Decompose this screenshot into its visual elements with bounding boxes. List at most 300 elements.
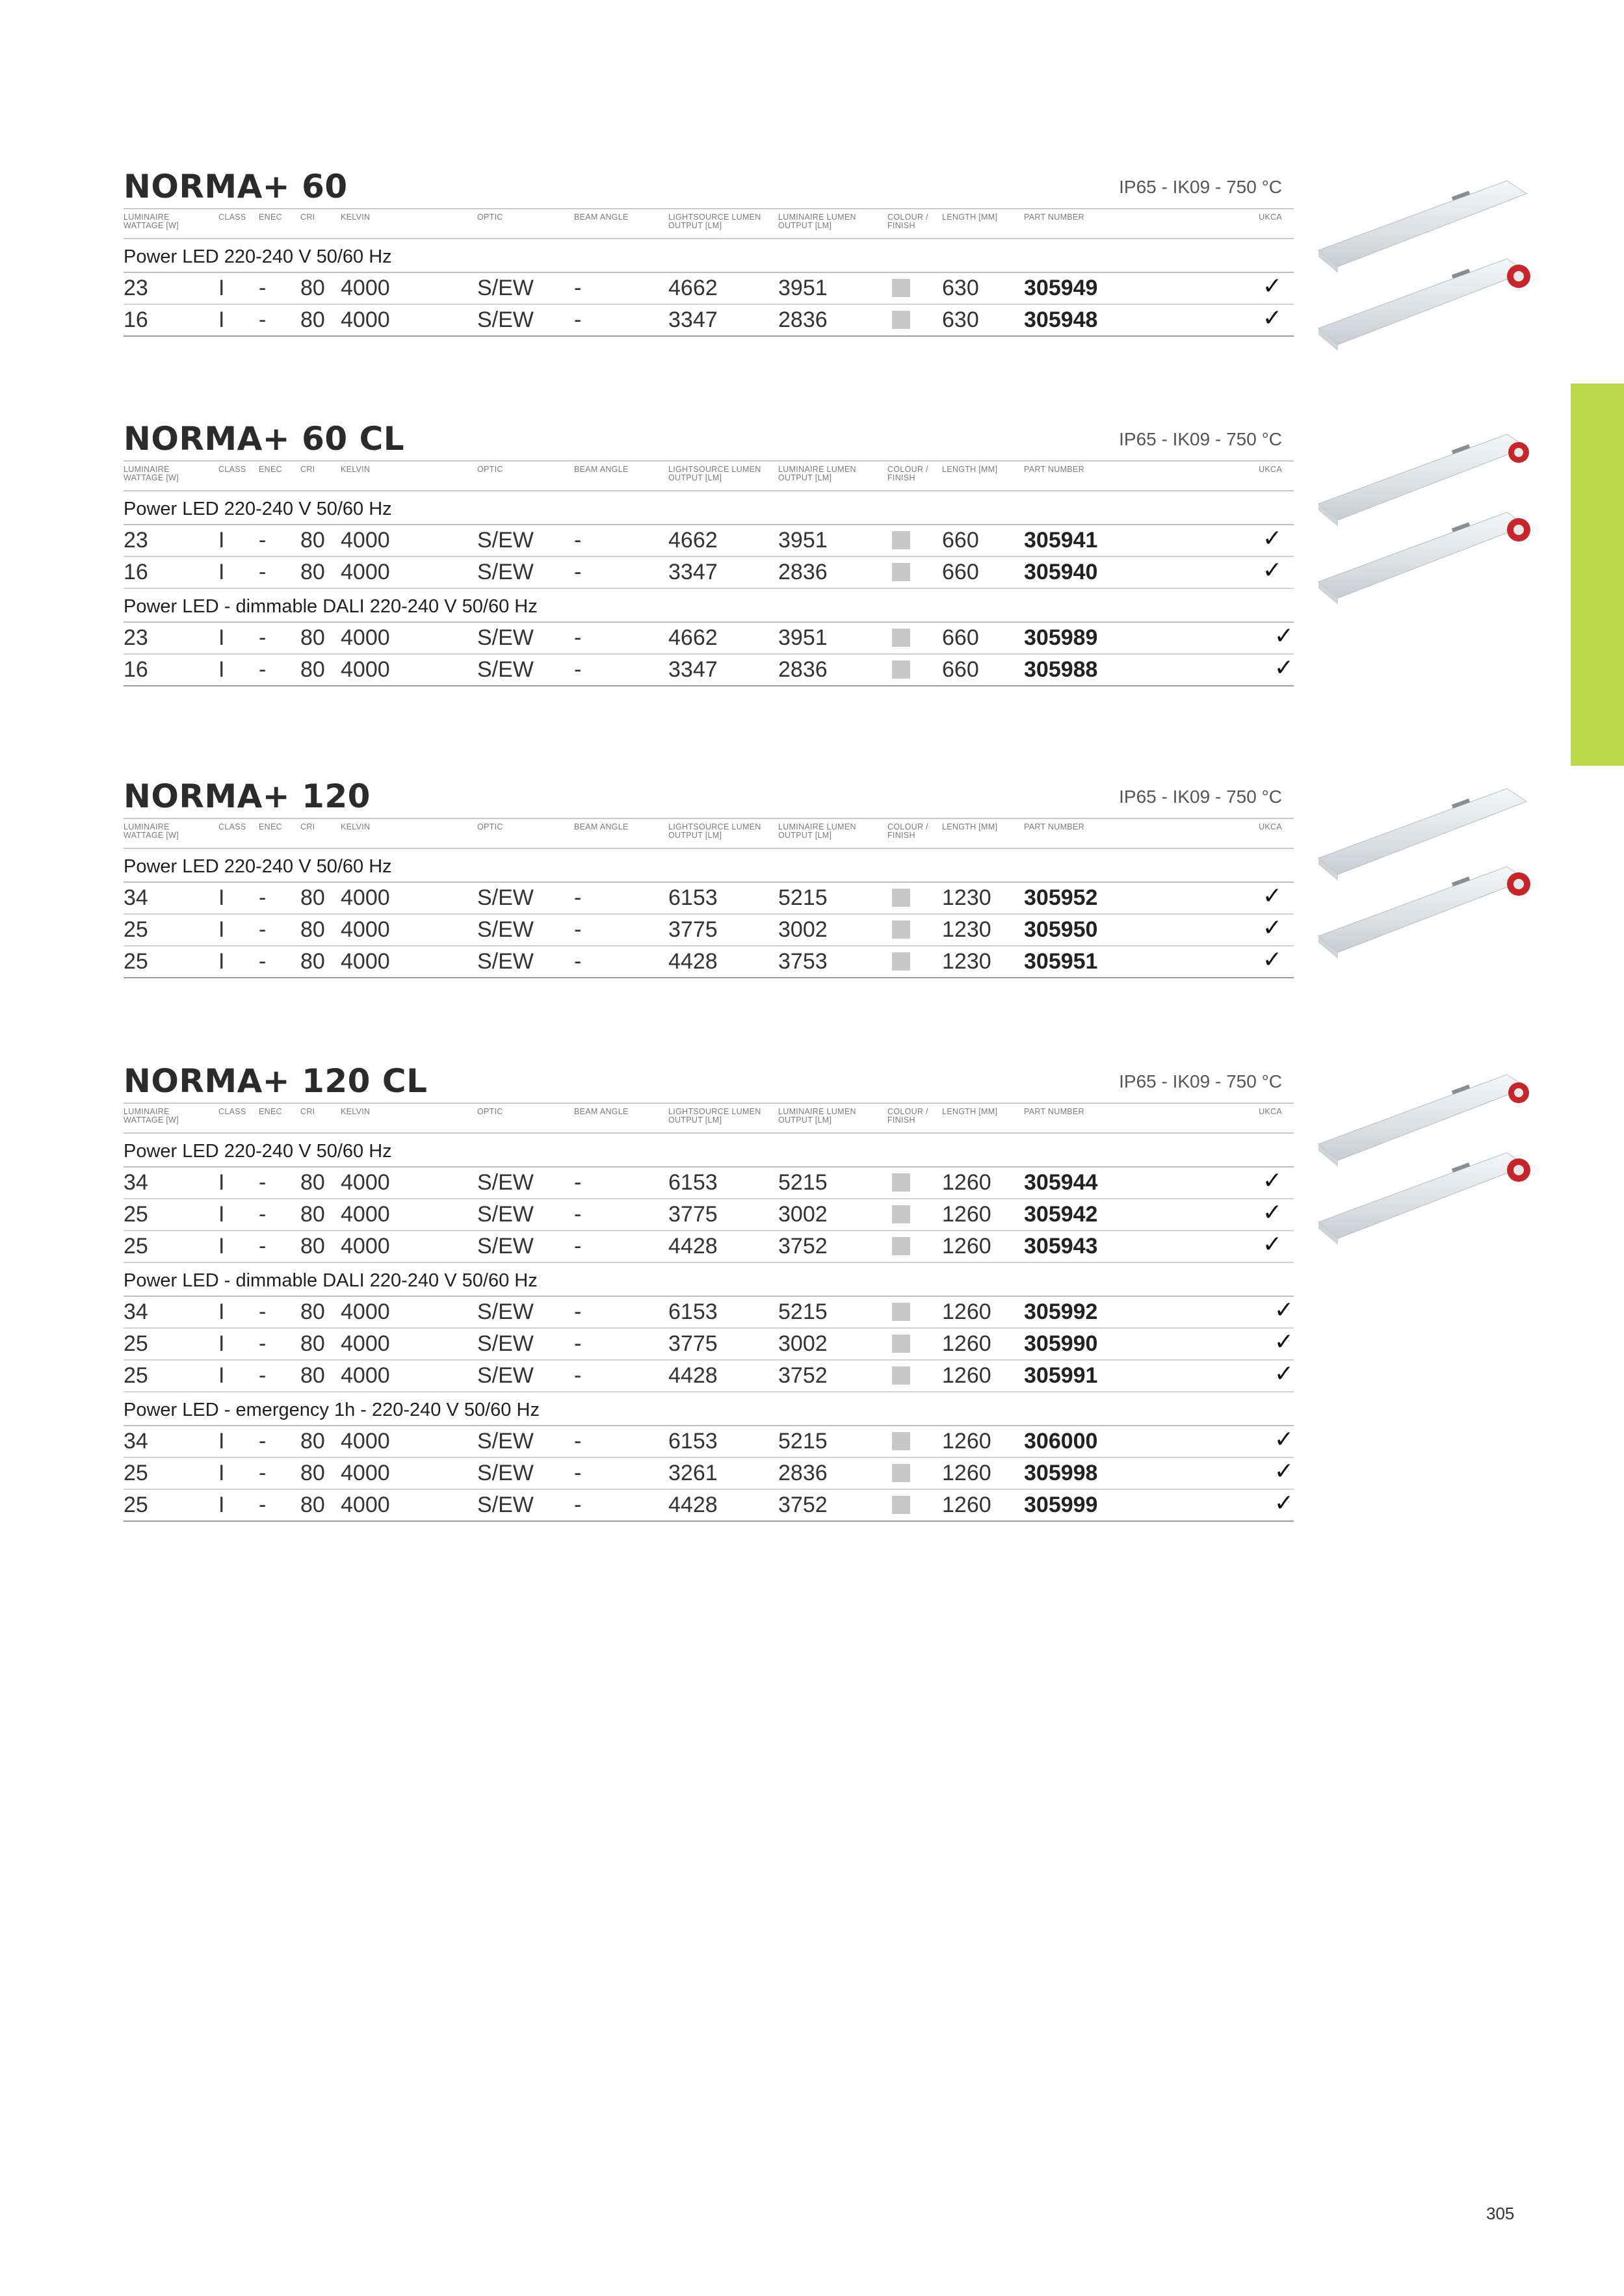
cell-ba: - bbox=[574, 1461, 582, 1485]
part-number: 305951 bbox=[1024, 949, 1098, 974]
cell-ls: 3775 bbox=[668, 917, 718, 942]
group-heading bbox=[124, 849, 1294, 883]
cell-en: - bbox=[259, 1331, 267, 1356]
column-header-cri: CRI bbox=[300, 465, 315, 474]
table-row bbox=[124, 946, 1294, 978]
side-accent-bar bbox=[1571, 384, 1624, 766]
cell-w: 25 bbox=[124, 1363, 148, 1388]
product-photo bbox=[1312, 783, 1536, 991]
cell-lu: 3752 bbox=[778, 1363, 828, 1388]
cell-k: 4000 bbox=[341, 949, 390, 974]
luminaire-upper bbox=[1318, 1075, 1529, 1167]
column-header-row bbox=[124, 1102, 1294, 1134]
cell-k: 4000 bbox=[341, 1234, 390, 1259]
table-row bbox=[124, 1329, 1294, 1361]
cell-ba: - bbox=[574, 1493, 582, 1517]
cell-op: S/EW bbox=[477, 560, 534, 584]
column-header-class: CLASS bbox=[218, 1107, 246, 1116]
cell-ls: 3775 bbox=[668, 1202, 718, 1227]
grey-swatch-icon bbox=[892, 952, 910, 971]
check-icon: ✓ bbox=[1274, 1328, 1294, 1355]
grey-swatch-icon bbox=[892, 629, 910, 647]
cell-en: - bbox=[259, 1170, 267, 1195]
section-header bbox=[124, 1062, 1294, 1102]
column-header-enec: ENEC bbox=[259, 822, 282, 831]
luminaire-lower bbox=[1318, 512, 1530, 605]
check-icon: ✓ bbox=[1274, 1457, 1294, 1484]
table-row bbox=[124, 1361, 1294, 1392]
column-header-beam: BEAM ANGLE bbox=[574, 1107, 629, 1116]
cell-cri: 80 bbox=[300, 560, 325, 584]
column-header-length: LENGTH [MM] bbox=[942, 1107, 998, 1116]
section-header bbox=[124, 168, 1294, 208]
cell-cl: I bbox=[218, 625, 225, 650]
grey-swatch-icon bbox=[892, 279, 910, 297]
part-number: 305948 bbox=[1024, 307, 1098, 332]
check-icon: ✓ bbox=[1262, 946, 1282, 972]
cell-ls: 3261 bbox=[668, 1461, 718, 1485]
grey-swatch-icon bbox=[892, 1173, 910, 1192]
part-number: 305941 bbox=[1024, 528, 1098, 553]
cell-cri: 80 bbox=[300, 1493, 325, 1517]
cell-cri: 80 bbox=[300, 625, 325, 650]
column-header-beam: BEAM ANGLE bbox=[574, 465, 629, 474]
column-header-lum_lumen: LUMINAIRE LUMEN OUTPUT [LM] bbox=[778, 1107, 856, 1125]
cell-lu: 3753 bbox=[778, 949, 828, 974]
column-header-kelvin: KELVIN bbox=[341, 1107, 371, 1116]
luminaire-upper bbox=[1318, 181, 1526, 273]
cell-en: - bbox=[259, 917, 267, 942]
cell-len: 1260 bbox=[942, 1331, 991, 1356]
cell-ls: 6153 bbox=[668, 885, 718, 910]
column-header-wattage: LUMINAIRE WATTAGE [W] bbox=[124, 822, 179, 840]
cell-len: 1230 bbox=[942, 885, 991, 910]
cell-en: - bbox=[259, 657, 267, 682]
part-number: 305998 bbox=[1024, 1461, 1098, 1485]
check-icon: ✓ bbox=[1262, 556, 1282, 583]
cell-en: - bbox=[259, 1234, 267, 1259]
protection-rating: IP65 - IK09 - 750 °C bbox=[1119, 787, 1282, 807]
cell-cl: I bbox=[218, 1363, 225, 1388]
grey-swatch-icon bbox=[892, 531, 910, 549]
cell-op: S/EW bbox=[477, 1234, 534, 1259]
table-row bbox=[124, 1426, 1294, 1458]
cell-cl: I bbox=[218, 1234, 225, 1259]
cell-cl: I bbox=[218, 1299, 225, 1324]
part-number: 305949 bbox=[1024, 276, 1098, 300]
cell-en: - bbox=[259, 1363, 267, 1388]
cell-k: 4000 bbox=[341, 560, 390, 584]
cell-k: 4000 bbox=[341, 528, 390, 553]
column-header-optic: OPTIC bbox=[477, 213, 503, 222]
column-header-colour: COLOUR / FINISH bbox=[887, 1107, 928, 1125]
cell-lu: 3951 bbox=[778, 528, 828, 553]
group-heading bbox=[124, 1134, 1294, 1168]
cell-k: 4000 bbox=[341, 917, 390, 942]
product-photo bbox=[1312, 176, 1536, 384]
group-heading bbox=[124, 1392, 1294, 1426]
cell-w: 25 bbox=[124, 917, 148, 942]
cell-op: S/EW bbox=[477, 1493, 534, 1517]
grey-swatch-icon bbox=[892, 1432, 910, 1450]
cell-w: 23 bbox=[124, 528, 148, 553]
cell-k: 4000 bbox=[341, 1202, 390, 1227]
protection-rating: IP65 - IK09 - 750 °C bbox=[1119, 1071, 1282, 1091]
cell-w: 25 bbox=[124, 1202, 148, 1227]
cell-cri: 80 bbox=[300, 307, 325, 332]
product-title: NORMA+ 120 CL bbox=[124, 1062, 428, 1100]
cell-en: - bbox=[259, 1299, 267, 1324]
column-header-lum_lumen: LUMINAIRE LUMEN OUTPUT [LM] bbox=[778, 213, 856, 230]
cell-cl: I bbox=[218, 276, 225, 300]
cell-cl: I bbox=[218, 1493, 225, 1517]
product-section bbox=[124, 420, 1294, 686]
part-number: 305940 bbox=[1024, 560, 1098, 584]
luminaire-upper bbox=[1318, 789, 1526, 881]
cell-ls: 6153 bbox=[668, 1170, 718, 1195]
luminaire-lower bbox=[1318, 259, 1530, 351]
cell-w: 25 bbox=[124, 1493, 148, 1517]
column-header-colour: COLOUR / FINISH bbox=[887, 213, 928, 230]
column-header-wattage: LUMINAIRE WATTAGE [W] bbox=[124, 1107, 179, 1125]
column-header-ukca: UKCA bbox=[1259, 213, 1282, 222]
part-number: 306000 bbox=[1024, 1429, 1098, 1454]
column-header-length: LENGTH [MM] bbox=[942, 213, 998, 222]
grey-swatch-icon bbox=[892, 920, 910, 939]
group-label: Power LED 220-240 V 50/60 Hz bbox=[124, 856, 392, 877]
cell-en: - bbox=[259, 1202, 267, 1227]
cell-cl: I bbox=[218, 1170, 225, 1195]
grey-swatch-icon bbox=[892, 1237, 910, 1255]
section-header bbox=[124, 777, 1294, 818]
cell-cri: 80 bbox=[300, 276, 325, 300]
check-icon: ✓ bbox=[1262, 525, 1282, 551]
cell-cl: I bbox=[218, 657, 225, 682]
cell-len: 660 bbox=[942, 625, 979, 650]
cell-ls: 4428 bbox=[668, 1493, 718, 1517]
cell-ls: 6153 bbox=[668, 1299, 718, 1324]
part-number: 305944 bbox=[1024, 1170, 1098, 1195]
column-header-ukca: UKCA bbox=[1259, 822, 1282, 831]
table-row bbox=[124, 1199, 1294, 1231]
cell-len: 660 bbox=[942, 528, 979, 553]
cell-w: 16 bbox=[124, 657, 148, 682]
cell-k: 4000 bbox=[341, 1493, 390, 1517]
column-header-row bbox=[124, 208, 1294, 239]
cell-ls: 4662 bbox=[668, 528, 718, 553]
cell-len: 1230 bbox=[942, 949, 991, 974]
part-number: 305992 bbox=[1024, 1299, 1098, 1324]
luminaire-upper bbox=[1318, 434, 1529, 527]
column-header-class: CLASS bbox=[218, 822, 246, 831]
column-header-ukca: UKCA bbox=[1259, 1107, 1282, 1116]
group-heading bbox=[124, 239, 1294, 273]
cell-len: 1260 bbox=[942, 1234, 991, 1259]
cell-ls: 4428 bbox=[668, 1363, 718, 1388]
cell-cl: I bbox=[218, 1331, 225, 1356]
part-number: 305991 bbox=[1024, 1363, 1098, 1388]
cell-op: S/EW bbox=[477, 1299, 534, 1324]
column-header-optic: OPTIC bbox=[477, 465, 503, 474]
cell-cl: I bbox=[218, 917, 225, 942]
column-header-kelvin: KELVIN bbox=[341, 465, 371, 474]
column-header-cri: CRI bbox=[300, 213, 315, 222]
cell-cl: I bbox=[218, 1461, 225, 1485]
table-row bbox=[124, 1490, 1294, 1522]
column-header-part: PART NUMBER bbox=[1024, 213, 1084, 222]
table-row bbox=[124, 915, 1294, 946]
check-icon: ✓ bbox=[1262, 914, 1282, 941]
column-header-length: LENGTH [MM] bbox=[942, 465, 998, 474]
cell-cri: 80 bbox=[300, 917, 325, 942]
cell-w: 34 bbox=[124, 1170, 148, 1195]
column-header-ls_lumen: LIGHTSOURCE LUMEN OUTPUT [LM] bbox=[668, 465, 761, 482]
column-header-ls_lumen: LIGHTSOURCE LUMEN OUTPUT [LM] bbox=[668, 213, 761, 230]
cell-cl: I bbox=[218, 949, 225, 974]
group-label: Power LED 220-240 V 50/60 Hz bbox=[124, 1141, 392, 1162]
column-header-colour: COLOUR / FINISH bbox=[887, 822, 928, 840]
product-title: NORMA+ 60 CL bbox=[124, 420, 405, 458]
check-icon: ✓ bbox=[1274, 1426, 1294, 1452]
cell-ls: 4428 bbox=[668, 1234, 718, 1259]
part-number: 305952 bbox=[1024, 885, 1098, 910]
column-header-optic: OPTIC bbox=[477, 1107, 503, 1116]
column-header-wattage: LUMINAIRE WATTAGE [W] bbox=[124, 465, 179, 482]
check-icon: ✓ bbox=[1274, 654, 1294, 681]
cell-lu: 3002 bbox=[778, 917, 828, 942]
grey-swatch-icon bbox=[892, 660, 910, 679]
cell-k: 4000 bbox=[341, 307, 390, 332]
protection-rating: IP65 - IK09 - 750 °C bbox=[1119, 177, 1282, 197]
grey-swatch-icon bbox=[892, 311, 910, 329]
cell-ls: 3347 bbox=[668, 657, 718, 682]
cell-cri: 80 bbox=[300, 1202, 325, 1227]
cell-len: 1260 bbox=[942, 1493, 991, 1517]
cell-len: 1260 bbox=[942, 1429, 991, 1454]
check-icon: ✓ bbox=[1274, 1489, 1294, 1516]
grey-swatch-icon bbox=[892, 1496, 910, 1514]
group-label: Power LED 220-240 V 50/60 Hz bbox=[124, 246, 392, 267]
check-icon: ✓ bbox=[1262, 1167, 1282, 1194]
table-row bbox=[124, 883, 1294, 915]
check-icon: ✓ bbox=[1262, 1231, 1282, 1257]
grey-swatch-icon bbox=[892, 1303, 910, 1321]
cell-ls: 3347 bbox=[668, 307, 718, 332]
column-header-cri: CRI bbox=[300, 1107, 315, 1116]
cell-op: S/EW bbox=[477, 1202, 534, 1227]
cell-op: S/EW bbox=[477, 1331, 534, 1356]
cell-w: 23 bbox=[124, 276, 148, 300]
cell-len: 1260 bbox=[942, 1299, 991, 1324]
cell-en: - bbox=[259, 1461, 267, 1485]
cell-op: S/EW bbox=[477, 528, 534, 553]
cell-op: S/EW bbox=[477, 657, 534, 682]
cell-len: 630 bbox=[942, 276, 979, 300]
check-icon: ✓ bbox=[1262, 882, 1282, 909]
check-icon: ✓ bbox=[1274, 1360, 1294, 1387]
cell-op: S/EW bbox=[477, 1429, 534, 1454]
cell-en: - bbox=[259, 625, 267, 650]
cell-k: 4000 bbox=[341, 625, 390, 650]
cell-cri: 80 bbox=[300, 1331, 325, 1356]
page-number: 305 bbox=[1486, 2204, 1515, 2223]
cell-len: 1260 bbox=[942, 1202, 991, 1227]
check-icon: ✓ bbox=[1274, 622, 1294, 649]
cell-k: 4000 bbox=[341, 885, 390, 910]
column-header-kelvin: KELVIN bbox=[341, 822, 371, 831]
cell-en: - bbox=[259, 949, 267, 974]
cell-ba: - bbox=[574, 1299, 582, 1324]
cell-cri: 80 bbox=[300, 657, 325, 682]
cell-lu: 3951 bbox=[778, 625, 828, 650]
cell-len: 660 bbox=[942, 560, 979, 584]
table-row bbox=[124, 1297, 1294, 1329]
group-label: Power LED - emergency 1h - 220-240 V 50/60 Hz bbox=[124, 1400, 540, 1420]
cell-lu: 2836 bbox=[778, 657, 828, 682]
column-header-enec: ENEC bbox=[259, 465, 282, 474]
cell-len: 1260 bbox=[942, 1461, 991, 1485]
cell-w: 25 bbox=[124, 1234, 148, 1259]
cell-ba: - bbox=[574, 1234, 582, 1259]
part-number: 305943 bbox=[1024, 1234, 1098, 1259]
column-header-ls_lumen: LIGHTSOURCE LUMEN OUTPUT [LM] bbox=[668, 822, 761, 840]
cell-k: 4000 bbox=[341, 1363, 390, 1388]
part-number: 305988 bbox=[1024, 657, 1098, 682]
part-number: 305999 bbox=[1024, 1493, 1098, 1517]
group-label: Power LED - dimmable DALI 220-240 V 50/60 Hz bbox=[124, 1270, 538, 1291]
column-header-part: PART NUMBER bbox=[1024, 822, 1084, 831]
cell-en: - bbox=[259, 560, 267, 584]
column-header-ls_lumen: LIGHTSOURCE LUMEN OUTPUT [LM] bbox=[668, 1107, 761, 1125]
cell-ba: - bbox=[574, 1429, 582, 1454]
cell-cl: I bbox=[218, 560, 225, 584]
cell-cl: I bbox=[218, 1202, 225, 1227]
column-header-class: CLASS bbox=[218, 465, 246, 474]
cell-lu: 2836 bbox=[778, 307, 828, 332]
cell-ls: 4662 bbox=[668, 625, 718, 650]
check-icon: ✓ bbox=[1262, 304, 1282, 331]
cell-lu: 3951 bbox=[778, 276, 828, 300]
column-header-row bbox=[124, 818, 1294, 849]
cell-en: - bbox=[259, 1493, 267, 1517]
group-heading bbox=[124, 589, 1294, 623]
column-header-enec: ENEC bbox=[259, 1107, 282, 1116]
column-header-length: LENGTH [MM] bbox=[942, 822, 998, 831]
cell-w: 23 bbox=[124, 625, 148, 650]
cell-op: S/EW bbox=[477, 1170, 534, 1195]
cell-ba: - bbox=[574, 1170, 582, 1195]
part-number: 305990 bbox=[1024, 1331, 1098, 1356]
product-section bbox=[124, 168, 1294, 337]
cell-en: - bbox=[259, 276, 267, 300]
cell-en: - bbox=[259, 1429, 267, 1454]
cell-ba: - bbox=[574, 657, 582, 682]
grey-swatch-icon bbox=[892, 1205, 910, 1223]
check-icon: ✓ bbox=[1274, 1296, 1294, 1323]
cell-ba: - bbox=[574, 949, 582, 974]
cell-ba: - bbox=[574, 917, 582, 942]
cell-en: - bbox=[259, 307, 267, 332]
cell-ba: - bbox=[574, 560, 582, 584]
cell-lu: 5215 bbox=[778, 1170, 828, 1195]
cell-ba: - bbox=[574, 885, 582, 910]
column-header-ukca: UKCA bbox=[1259, 465, 1282, 474]
column-header-optic: OPTIC bbox=[477, 822, 503, 831]
cell-cri: 80 bbox=[300, 1170, 325, 1195]
cell-w: 16 bbox=[124, 560, 148, 584]
cell-ls: 4428 bbox=[668, 949, 718, 974]
cell-w: 25 bbox=[124, 1331, 148, 1356]
cell-op: S/EW bbox=[477, 276, 534, 300]
luminaire-lower bbox=[1318, 1153, 1530, 1245]
cell-lu: 3752 bbox=[778, 1234, 828, 1259]
grey-swatch-icon bbox=[892, 1464, 910, 1482]
cell-op: S/EW bbox=[477, 1363, 534, 1388]
table-row bbox=[124, 623, 1294, 655]
cell-lu: 3002 bbox=[778, 1202, 828, 1227]
group-label: Power LED - dimmable DALI 220-240 V 50/60 Hz bbox=[124, 596, 538, 617]
cell-op: S/EW bbox=[477, 949, 534, 974]
cell-cri: 80 bbox=[300, 1299, 325, 1324]
cell-ls: 6153 bbox=[668, 1429, 718, 1454]
cell-ls: 4662 bbox=[668, 276, 718, 300]
column-header-part: PART NUMBER bbox=[1024, 465, 1084, 474]
group-heading bbox=[124, 491, 1294, 525]
cell-op: S/EW bbox=[477, 625, 534, 650]
cell-en: - bbox=[259, 528, 267, 553]
column-header-class: CLASS bbox=[218, 213, 246, 222]
grey-swatch-icon bbox=[892, 1366, 910, 1385]
cell-len: 660 bbox=[942, 657, 979, 682]
group-label: Power LED 220-240 V 50/60 Hz bbox=[124, 499, 392, 519]
cell-op: S/EW bbox=[477, 1461, 534, 1485]
cell-w: 34 bbox=[124, 1299, 148, 1324]
cell-lu: 3002 bbox=[778, 1331, 828, 1356]
table-row bbox=[124, 557, 1294, 589]
cell-ba: - bbox=[574, 276, 582, 300]
table-row bbox=[124, 1231, 1294, 1263]
cell-ba: - bbox=[574, 307, 582, 332]
table-row bbox=[124, 305, 1294, 337]
column-header-beam: BEAM ANGLE bbox=[574, 822, 629, 831]
cell-ls: 3775 bbox=[668, 1331, 718, 1356]
product-photo bbox=[1312, 429, 1536, 637]
column-header-wattage: LUMINAIRE WATTAGE [W] bbox=[124, 213, 179, 230]
cell-lu: 2836 bbox=[778, 560, 828, 584]
luminaire-lower bbox=[1318, 867, 1530, 959]
cell-w: 16 bbox=[124, 307, 148, 332]
cell-lu: 3752 bbox=[778, 1493, 828, 1517]
part-number: 305942 bbox=[1024, 1202, 1098, 1227]
product-title: NORMA+ 120 bbox=[124, 777, 371, 815]
table-row bbox=[124, 273, 1294, 305]
cell-k: 4000 bbox=[341, 276, 390, 300]
column-header-enec: ENEC bbox=[259, 213, 282, 222]
cell-ba: - bbox=[574, 1202, 582, 1227]
cell-len: 1230 bbox=[942, 917, 991, 942]
cell-len: 630 bbox=[942, 307, 979, 332]
section-header bbox=[124, 420, 1294, 460]
table-row bbox=[124, 1168, 1294, 1199]
table-row bbox=[124, 525, 1294, 557]
cell-ls: 3347 bbox=[668, 560, 718, 584]
grey-swatch-icon bbox=[892, 1335, 910, 1353]
check-icon: ✓ bbox=[1262, 1199, 1282, 1225]
cell-k: 4000 bbox=[341, 1331, 390, 1356]
product-title: NORMA+ 60 bbox=[124, 168, 348, 205]
grey-swatch-icon bbox=[892, 889, 910, 907]
cell-k: 4000 bbox=[341, 1299, 390, 1324]
